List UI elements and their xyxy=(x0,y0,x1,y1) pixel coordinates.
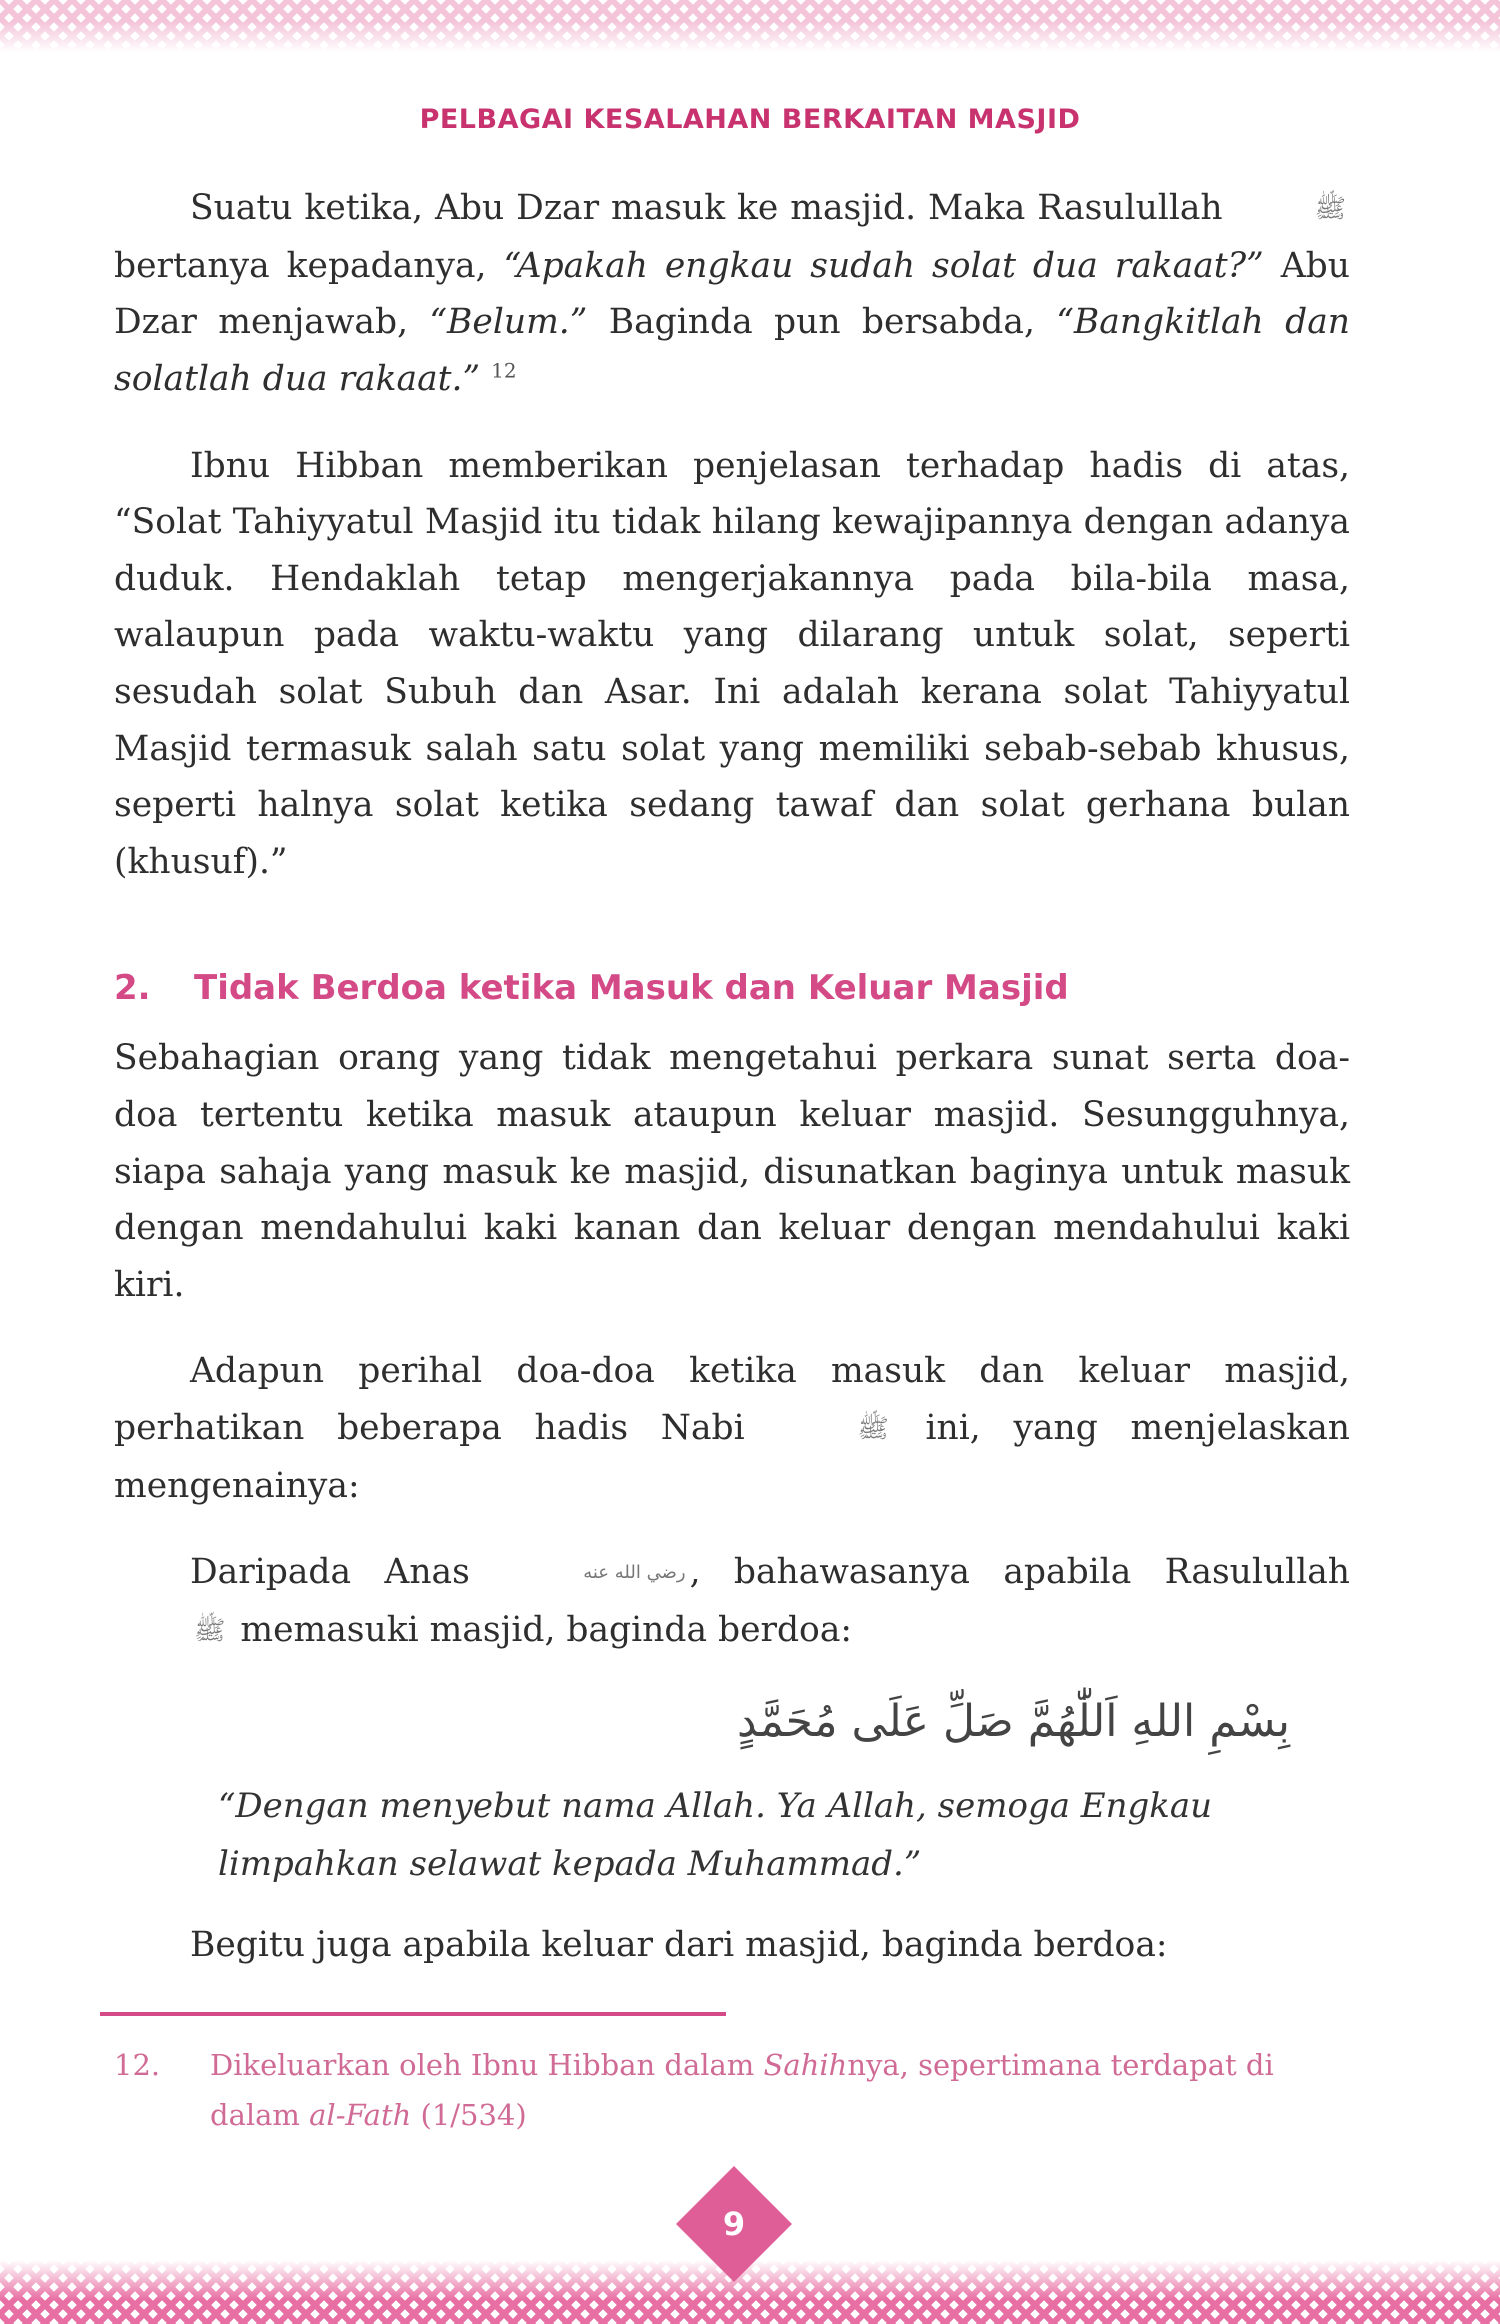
section-title: Tidak Berdoa ketika Masuk dan Keluar Masjid xyxy=(194,968,1069,1009)
running-head: PELBAGAI KESALAHAN BERKAITAN MASJID xyxy=(419,104,1081,135)
footnote-reference[interactable]: 12 xyxy=(491,358,517,383)
pbuh-icon: ﷺ xyxy=(194,1616,226,1647)
paragraph-abu-dzar: Suatu ketika, Abu Dzar masuk ke masjid. Maka Rasulullah ﷺ bertanya kepadanya, “Apakah engkau sudah solat dua rakaat?” Abu Dzar menjawab, “Belum.” Baginda pun bersabda, “Bangkitlah dan solatlah dua rakaat.” $^{12}$ xyxy=(114,180,1350,408)
page-content xyxy=(114,180,1350,1973)
paragraph-begitu-juga: Begitu juga apabila keluar dari masjid, baginda berdoa: xyxy=(190,1924,1168,1965)
footnote-12 xyxy=(114,2040,1350,2140)
paragraph-anas: Daripada Anas رضي الله عنه , bahawasanya apabila Rasulullah ﷺ memasuki masjid, baginda berdoa: xyxy=(114,1544,1350,1660)
paragraph-adapun: Adapun perihal doa-doa ketika masuk dan keluar masjid, perhatikan beberapa hadis Nabi ﷺ ini, yang menjelaskan mengenainya: xyxy=(114,1351,1350,1506)
top-decorative-band xyxy=(0,0,1500,52)
doa-translation: “Dengan menyebut nama Allah. Ya Allah, semoga Engkau limpahkan selawat kepada Muhammad.” xyxy=(218,1785,1213,1884)
footnote-number: 12. xyxy=(114,2048,161,2082)
pbuh-icon: ﷺ xyxy=(1314,194,1346,225)
bottom-decorative-band xyxy=(0,2260,1500,2324)
paragraph-ibnu-hibban: Ibnu Hibban memberikan penjelasan terhadap hadis di atas, “Solat Tahiyyatul Masjid itu tidak hilang kewajipannya dengan adanya duduk. Hendaklah tetap mengerjakannya pada bila-bila masa, walaupun pada waktu-waktu yang dilarang untuk solat, seperti sesudah solat Subuh dan Asar. Ini adalah kerana solat Tahiyyatul Masjid termasuk salah satu solat yang memiliki sebab-sebab khusus, seperti halnya solat ketika sedang tawaf dan solat gerhana bulan (khusuf).” xyxy=(114,445,1350,882)
page-number: 9 xyxy=(722,2205,746,2243)
radhiyallahu-anhu-icon: رضي الله عنه xyxy=(583,1562,686,1584)
section-number: 2. xyxy=(114,968,151,1009)
paragraph-sebahagian: Sebahagian orang yang tidak mengetahui perkara sunat serta doa-doa tertentu ketika masuk ataupun keluar masjid. Sesungguhnya, siapa sahaja yang masuk ke masjid, disunatkan baginya untuk masuk dengan mendahului kaki kanan dan keluar dengan mendahului kaki kiri. xyxy=(114,1038,1350,1305)
footnote-text: Dikeluarkan oleh Ibnu Hibban dalam Sahihnya, sepertimana terdapat di dalam al-Fath (1/534) xyxy=(210,2048,1274,2132)
arabic-doa: بِسْمِ اللهِ اَللّٰهُمَّ صَلِّ عَلَى مُحَمَّدٍ xyxy=(737,1695,1290,1747)
section-heading xyxy=(114,968,1350,1008)
pbuh-icon: ﷺ xyxy=(857,1414,889,1445)
footnote-divider xyxy=(100,2012,726,2016)
